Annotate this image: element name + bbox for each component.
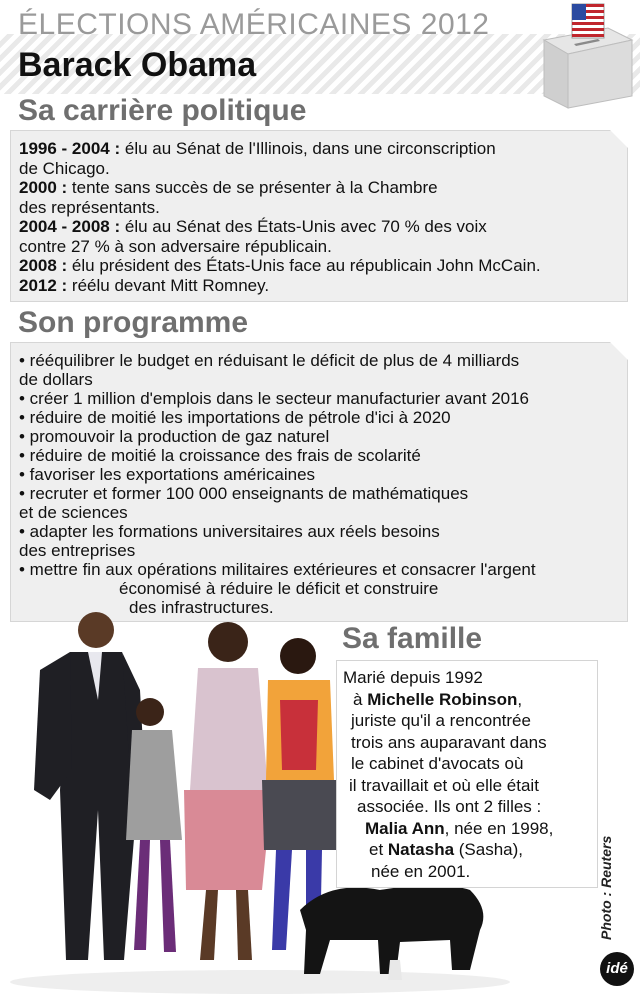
- career-line: des représentants.: [19, 197, 160, 217]
- program-item: • réduire de moitié les importations de pétrole d'ici à 2020: [19, 408, 451, 427]
- family-line: juriste qu'il a rencontrée: [351, 711, 531, 730]
- program-item: économisé à réduire le déficit et construire: [119, 579, 439, 598]
- program-section-title: Son programme: [18, 306, 249, 339]
- family-section-title: Sa famille: [342, 622, 483, 655]
- program-item: de dollars: [19, 370, 93, 389]
- program-box: [10, 342, 628, 622]
- career-line: contre 27 % à son adversaire républicain.: [19, 236, 332, 256]
- family-line: il travaillait et où elle était: [349, 775, 539, 795]
- career-line: 2000 : tente sans succès de se présenter à la Chambre: [19, 178, 438, 197]
- michelle-figure: [184, 622, 272, 960]
- family-line: née en 2001.: [371, 861, 471, 881]
- program-item: • créer 1 million d'emplois dans le secteur manufacturier avant 2016: [19, 389, 530, 408]
- family-line: et Natasha (Sasha),: [369, 840, 524, 859]
- career-line: 2004 - 2008 : élu au Sénat des États-Unis avec 70 % des voix: [19, 217, 487, 236]
- program-item: des infrastructures.: [129, 598, 274, 617]
- sasha-figure: [126, 698, 182, 952]
- photo-credit: Photo : Reuters: [598, 835, 614, 940]
- career-section-title: Sa carrière politique: [18, 94, 307, 127]
- program-item: • adapter les formations universitaires aux réels besoins: [19, 522, 440, 541]
- family-line: Malia Ann, née en 1998,: [365, 818, 554, 838]
- program-item: • mettre fin aux opérations militaires extérieures et consacrer l'argent: [19, 560, 536, 579]
- program-item: • favoriser les exportations américaines: [19, 465, 316, 484]
- family-box: [336, 660, 598, 888]
- dog-figure: [300, 885, 483, 980]
- career-line: 2008 : élu président des États-Unis face au républicain John McCain.: [19, 256, 541, 275]
- ballot-box-icon: [538, 0, 638, 112]
- career-line: 1996 - 2004 : élu au Sénat de l'Illinois, dans une circonscription: [19, 139, 496, 158]
- career-line: de Chicago.: [19, 158, 110, 178]
- family-line: associée. Ils ont 2 filles :: [357, 797, 542, 816]
- family-line: Marié depuis 1992: [343, 668, 483, 687]
- publisher-logo: idé: [600, 952, 634, 986]
- program-item: • recruter et former 100 000 enseignants de mathématiques: [19, 484, 469, 503]
- header-kicker: ÉLECTIONS AMÉRICAINES 2012: [18, 8, 490, 41]
- career-line: 2012 : réélu devant Mitt Romney.: [19, 275, 270, 295]
- page-title: Barack Obama: [18, 46, 257, 84]
- program-item: des entreprises: [19, 541, 136, 560]
- career-box: [10, 130, 628, 302]
- program-item: • rééquilibrer le budget en réduisant le déficit de plus de 4 milliards: [19, 351, 520, 370]
- family-line: trois ans auparavant dans: [351, 732, 547, 752]
- family-line: à Michelle Robinson,: [353, 689, 523, 709]
- program-item: et de sciences: [19, 503, 128, 522]
- family-line: le cabinet d'avocats où: [351, 754, 524, 773]
- program-item: • promouvoir la production de gaz naturel: [19, 427, 330, 446]
- program-item: • réduire de moitié la croissance des frais de scolarité: [19, 446, 421, 465]
